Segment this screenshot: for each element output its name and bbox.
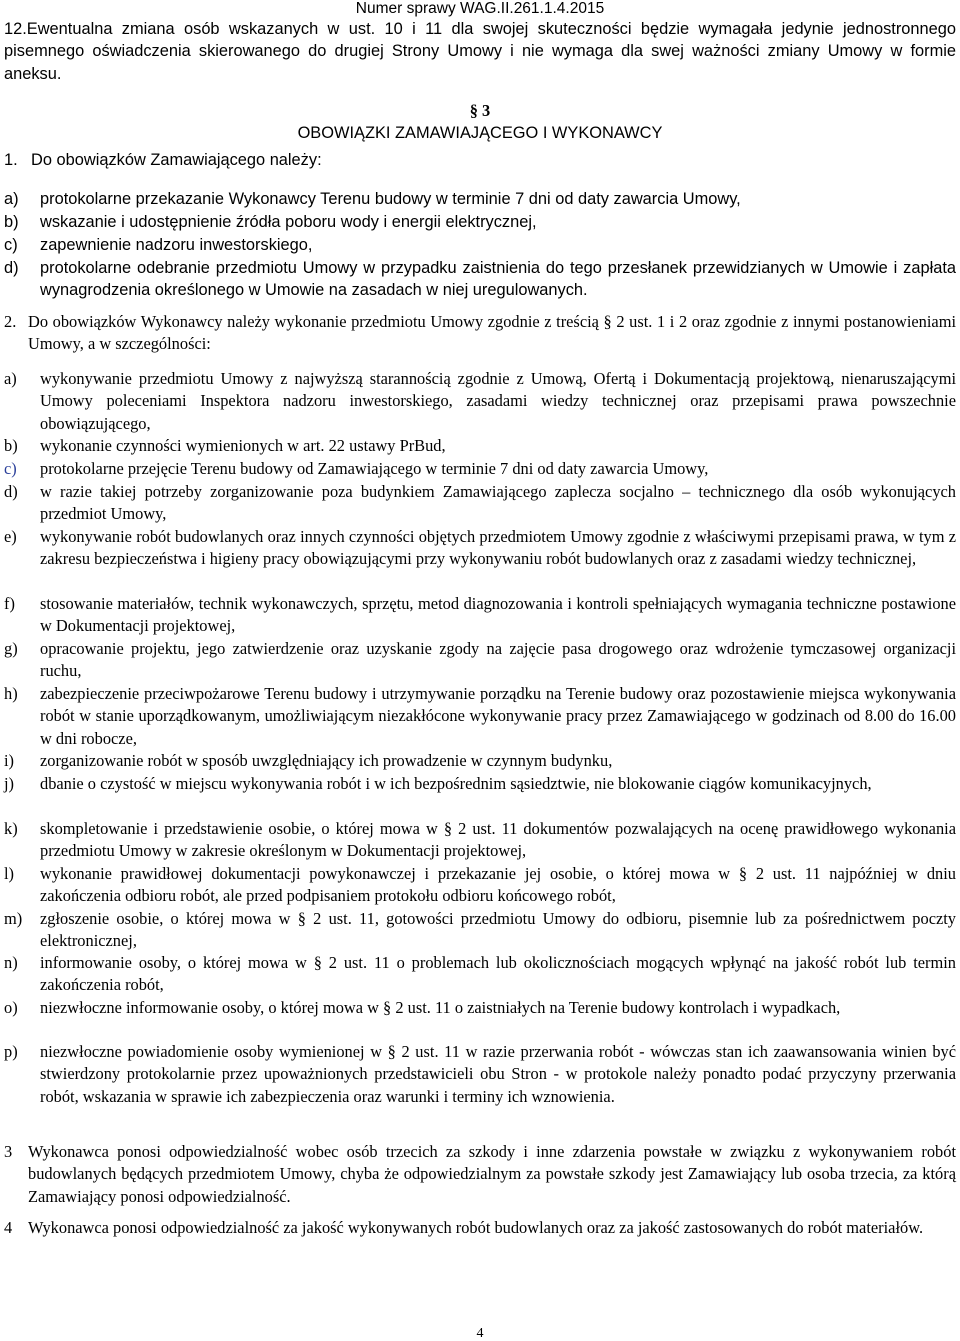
point-2-item-text: stosowanie materiałów, technik wykonawczych, sprzętu, metod diagnozowania i kontroli spełniających wymagania techniczne postawione w Dokumentacji projektowej,: [40, 594, 956, 636]
point-2-item-label: j): [4, 774, 15, 793]
point-3-paragraph: [4, 1141, 956, 1208]
point-2-item-text: niezwłoczne informowanie osoby, o której mowa w § 2 ust. 11 o zaistniałych na Terenie budowy kontrolach i wypadkach,: [40, 998, 841, 1017]
point-2-item: [4, 435, 956, 457]
point-4-text: Wykonawca ponosi odpowiedzialność za jakość wykonywanych robót budowlanych oraz za jakość zastosowanych do robót materiałów.: [28, 1218, 924, 1237]
point-1-item-label: a): [4, 190, 19, 208]
point-1-heading: [4, 149, 956, 171]
point-2-number: 2.: [4, 312, 17, 331]
point-2-item-label: l): [4, 864, 15, 883]
point-2-item: [4, 593, 956, 638]
point-2-item: [4, 368, 956, 435]
point-2-item-text: zorganizowanie robót w sposób uwzględniający ich prowadzenie w czynnym budynku,: [40, 751, 613, 770]
point-2-item-label: i): [4, 751, 15, 770]
point-1-number: 1.: [4, 151, 18, 169]
point-1-item-text: protokolarne przekazanie Wykonawcy Terenu budowy w terminie 7 dni od daty zawarcia Umowy,: [40, 190, 741, 208]
point-2-item-label: p): [4, 1042, 18, 1061]
point-2-paragraph: [4, 311, 956, 356]
point-1-text: Do obowiązków Zamawiającego należy:: [31, 151, 322, 169]
point-2-item-text: wykonywanie robót budowlanych oraz innych czynności objętych przedmiotem Umowy zgodnie z właściwymi przepisami prawa, w tym z zakresu bezpieczeństwa i higieny pracy obowiązującymi przy wykonywaniu robót budowlanych oraz z zasadami wiedzy technicznej,: [40, 527, 956, 569]
page-number: 4: [476, 1326, 484, 1341]
point-2-item-label: d): [4, 482, 18, 501]
point-2-item-label: e): [4, 527, 17, 546]
section-heading: [0, 100, 960, 122]
point-2-item-text: niezwłoczne powiadomienie osoby wymienionej w § 2 ust. 11 w razie przerwania robót - wówczas stan ich zaawansowania winien być stwierdzony protokolarnie przez upoważnionych przedstawicieli obu Stron - w protokole należy ponadto podać przyczyny przerwania robót, wskazania w sprawie ich zabezpieczenia oraz warunki i terminy ich wznowienia.: [40, 1042, 956, 1106]
point-4-paragraph: [4, 1217, 956, 1239]
point-2-item-label: n): [4, 953, 18, 972]
point-2-item: [4, 908, 956, 953]
point-2-item-text: wykonywanie przedmiotu Umowy z najwyższą starannością zgodnie z Umową, Ofertą i Dokumentacją projektową, nienaruszającymi Umowy poleceniami Inspektora nadzoru inwestorskiego, zasadami wiedzy technicznej oraz przepisami prawa powszechnie obowiązującego,: [40, 369, 956, 433]
point-2-item-text: zgłoszenie osobie, o której mowa w § 2 ust. 11, gotowości przedmiotu Umowy do odbioru, pisemnie lub za pośrednictwem poczty elektronicznej,: [40, 909, 956, 951]
point-2-item-text: dbanie o czystość w miejscu wykonywania robót i w ich bezpośrednim sąsiedztwie, nie blokowanie ciągów komunikacyjnych,: [40, 774, 872, 793]
point-2-item-label: k): [4, 819, 18, 838]
point-1-item: [4, 188, 956, 210]
point-2-item: [4, 481, 956, 526]
point-2-item-label: h): [4, 684, 18, 703]
point-1-item-label: b): [4, 213, 19, 231]
point-2-item-text: informowanie osoby, o której mowa w § 2 ust. 11 o problemach lub okolicznościach mogących wpłynąć na jakość robót lub termin zakończenia robót,: [40, 953, 956, 995]
point-1-item: [4, 257, 956, 302]
point-2-item-label: a): [4, 369, 17, 388]
point-12-paragraph: 12.Ewentualna zmiana osób wskazanych w ust. 10 i 11 dla swojej skuteczności będzie wymagała jedynie jednostronnego pisemnego oświadczenia skierowanego do drugiej Strony Umowy i nie wymaga dla swej ważności zmiany Umowy w formie aneksu.: [4, 20, 956, 83]
point-2-item-text: opracowanie projektu, jego zatwierdzenie oraz uzyskanie zgody na zajęcie pasa drogowego oraz wdrożenie tymczasowej organizacji ruchu,: [40, 639, 956, 681]
point-2-item: [4, 818, 956, 863]
point-1-item-text: zapewnienie nadzoru inwestorskiego,: [40, 236, 313, 254]
point-2-item: [4, 1041, 956, 1108]
point-2-item: [4, 952, 956, 997]
section-title: OBOWIĄZKI ZAMAWIAJĄCEGO I WYKONAWCY: [297, 124, 663, 142]
point-2-item-text: skompletowanie i przedstawienie osobie, o której mowa w § 2 ust. 11 dokumentów pozwalających na ocenę prawidłowego wykonania przedmiotu Umowy w zakresie określonym w Dokumentacji projektowej,: [40, 819, 956, 861]
point-2-item-label: m): [4, 909, 23, 928]
point-3-number: 3: [4, 1142, 13, 1161]
point-1-item-label: d): [4, 259, 19, 277]
point-2-item: [4, 458, 956, 480]
point-2-item-text: w razie takiej potrzeby zorganizowanie poza budynkiem Zamawiającego zaplecza socjalno – technicznego dla osób wykonujących przedmiot Umowy,: [40, 482, 956, 524]
point-2-item-text: zabezpieczenie przeciwpożarowe Terenu budowy i utrzymywanie porządku na Terenie budowy oraz pozostawienie miejsca wykonywania robót w stanie uporządkowanym, umożliwiającym niezakłócone wykonywanie pracy przez Zamawiającego w godzinach od 8.00 do 16.00 w dni robocze,: [40, 684, 956, 748]
point-1-item-label: c): [4, 236, 18, 254]
point-2-item: [4, 773, 956, 795]
point-1-item: [4, 211, 956, 233]
point-3-text: Wykonawca ponosi odpowiedzialność wobec osób trzecich za szkody i inne zdarzenia powstałe w związku z wykonywaniem robót budowlanych będących przedmiotem Umowy, chyba że odpowiedzialnym za powstałe szkody jest Zamawiający lub osoba trzecia, za którą Zamawiający ponosi odpowiedzialność.: [28, 1142, 956, 1206]
point-1-item: [4, 234, 956, 256]
point-2-item: [4, 526, 956, 571]
section-symbol: §: [469, 101, 478, 120]
point-1-item-text: wskazanie i udostępnienie źródła poboru wody i energii elektrycznej,: [40, 213, 537, 231]
point-1-item-text: protokolarne odebranie przedmiotu Umowy w przypadku zaistnienia do tego przesłanek przewidzianych w Umowie i zapłata wynagrodzenia określonego w Umowie na zasadach w niej uregulowanych.: [40, 259, 956, 300]
point-2-item-text: wykonanie prawidłowej dokumentacji powykonawczej i przekazanie jej osobie, o której mowa w § 2 ust. 11 najpóźniej w dniu zakończenia odbioru robót, ale przed podpisaniem protokołu odbioru końcowego robót,: [40, 864, 956, 906]
point-2-item-label: f): [4, 594, 15, 613]
point-2-item-label: b): [4, 436, 18, 455]
case-number-header: Numer sprawy WAG.II.261.1.4.2015: [355, 0, 605, 17]
point-2-item: [4, 863, 956, 908]
point-2-text: Do obowiązków Wykonawcy należy wykonanie przedmiotu Umowy zgodnie z treścią § 2 ust. 1 i 2 oraz zgodnie z innymi postanowieniami Umowy, a w szczególności:: [28, 312, 956, 354]
point-2-item-label: c): [4, 459, 17, 478]
point-2-item-label: o): [4, 998, 18, 1017]
point-2-item: [4, 683, 956, 750]
point-2-item-text: wykonanie czynności wymienionych w art. 22 ustawy PrBud,: [40, 436, 446, 455]
point-2-item: [4, 997, 956, 1019]
point-2-item-label: g): [4, 639, 18, 658]
point-4-number: 4: [4, 1218, 13, 1237]
section-number: 3: [482, 101, 491, 120]
point-2-item-text: protokolarne przejęcie Terenu budowy od Zamawiającego w terminie 7 dni od daty zawarcia Umowy,: [40, 459, 709, 478]
point-2-item: [4, 638, 956, 683]
point-2-item: [4, 750, 956, 772]
